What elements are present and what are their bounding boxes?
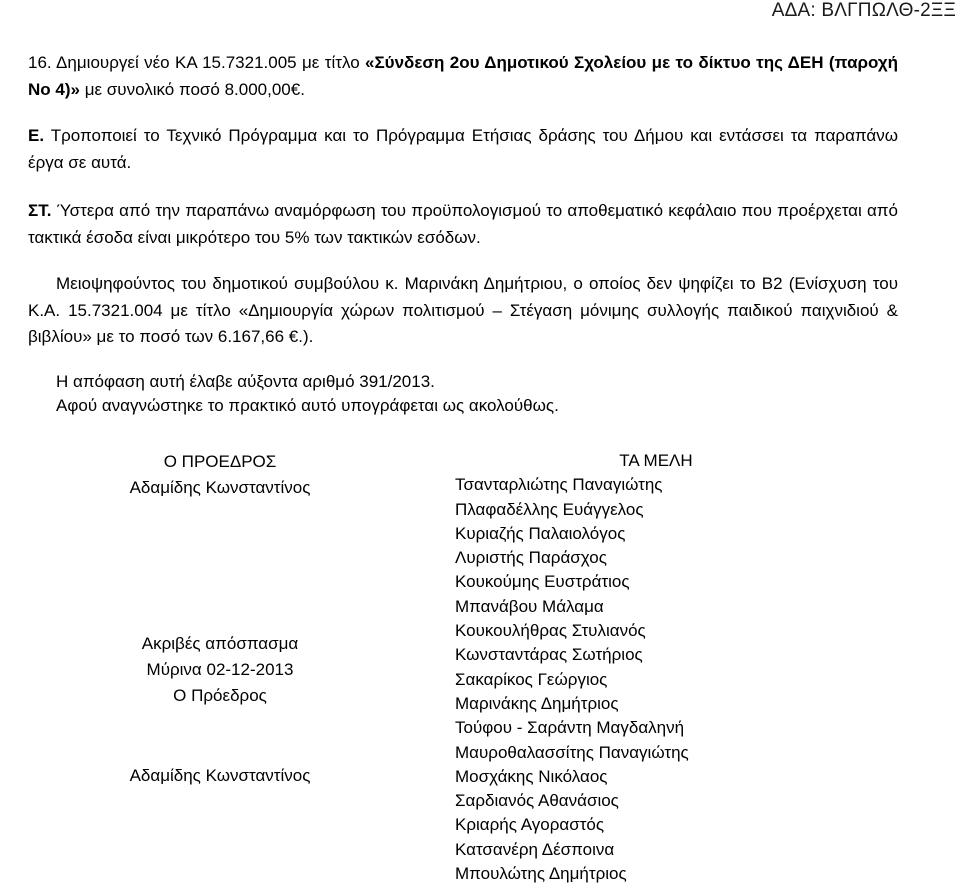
member-name: Μοσχάκης Νικόλαος [455, 766, 608, 786]
paragraph-vote-text: Μειοψηφούντος του δημοτικού συμβούλου κ. Μαρινάκη Δημήτριου, ο οποίος δεν ψηφίζει το Β2 (Ενίσχυση του Κ.Α. 15.7321.004 με τίτλο «Δημιουργία χώρων πολιτισμού – Στέγαση μόνιμης συλλογής παιδικού παιχνιδιού & βιβλίου» με το ποσό των 6.167,66 €.). [28, 274, 898, 346]
copy-role: Ο Πρόεδρος [173, 686, 267, 705]
paragraph-16-title: «Σύνδεση 2ου Δημοτικού Σχολείου με το δίκτυο της ΔΕΗ (παροχή Νο 4)» [28, 53, 898, 99]
signature-space-2 [40, 709, 400, 763]
paragraph-16-lead: 16. Δημιουργεί νέο ΚΑ 15.7321.005 με τίτλο [28, 53, 366, 72]
paragraph-st [28, 198, 898, 251]
member-name: Κριαρής Αγοραστός [455, 815, 605, 835]
member-name: Μαρινάκης Δημήτριος [455, 693, 619, 713]
member-name: Κατσανέρη Δέσποινα [455, 839, 615, 859]
paragraph-e [28, 123, 898, 176]
member-name: Κυριαζής Παλαιολόγος [455, 523, 626, 543]
decision-number: Η απόφαση αυτή έλαβε αύξοντα αριθμό 391/2013. [56, 372, 435, 391]
member-name: Πλαφαδέλλης Ευάγγελος [455, 499, 644, 519]
document-code: ΑΔΑ: ΒΛΓΠΩΛΘ-2ΞΞ [771, 0, 956, 21]
paragraph-16-tail: με συνολικό ποσό 8.000,00€. [79, 79, 305, 99]
paragraph-e-text: Τροποποιεί το Τεχνικό Πρόγραμμα και το Πρόγραμμα Ετήσιας δράσης του Δήμου και εντάσσει τα παραπάνω έργα σε αυτά. [28, 126, 898, 172]
member-name: Λυριστής Παράσχος [455, 548, 607, 568]
copy-name: Αδαμίδης Κωνσταντίνος [129, 766, 311, 785]
paragraph-vote [28, 271, 898, 351]
members-column [455, 449, 864, 886]
member-name: Μπουλώτης Δημήτριος [455, 864, 627, 884]
president-title: Ο ΠΡΟΕΔΡΟΣ [163, 452, 277, 471]
member-name: Κουκουλήθρας Στυλιανός [455, 621, 646, 641]
copy-place-date: Μύρινα 02-12-2013 [146, 660, 294, 679]
paragraph-st-text: Ύστερα από την παραπάνω αναμόρφωση του προϋπολογισμού το αποθεματικό κεφάλαιο που προέρχεται από τακτικά έσοδα είναι μικρότερο του 5% των τακτικών εσόδων. [28, 201, 898, 247]
member-name: Σακαρίκος Γεώργιος [455, 669, 608, 689]
member-name: Τούφου - Σαράντη Μαγδαληνή [455, 718, 685, 738]
member-name: Μπανάβου Μάλαμα [455, 596, 604, 616]
paragraph-e-marker: Ε. [28, 126, 45, 145]
member-name: Μαυροθαλασσίτης Παναγιώτης [455, 742, 689, 762]
paragraph-16 [28, 50, 898, 103]
member-name: Κουκούμης Ευστράτιος [455, 572, 630, 592]
members-list [455, 473, 864, 886]
copy-label: Ακριβές απόσπασμα [141, 634, 299, 653]
paragraph-st-marker: ΣΤ. [28, 201, 52, 220]
member-name: Τσανταρλιώτης Παναγιώτης [455, 475, 663, 495]
president-column [40, 449, 400, 789]
member-name: Σαρδιανός Αθανάσιος [455, 791, 619, 811]
members-title: ΤΑ ΜΕΛΗ [619, 451, 693, 470]
signature-space [40, 501, 400, 631]
member-name: Κωνσταντάρας Σωτήριος [455, 645, 643, 665]
decision-block [56, 370, 559, 418]
president-name: Αδαμίδης Κωνσταντίνος [129, 478, 311, 497]
decision-signing-note: Αφού αναγνώστηκε το πρακτικό αυτό υπογράφεται ως ακολούθως. [56, 396, 559, 415]
